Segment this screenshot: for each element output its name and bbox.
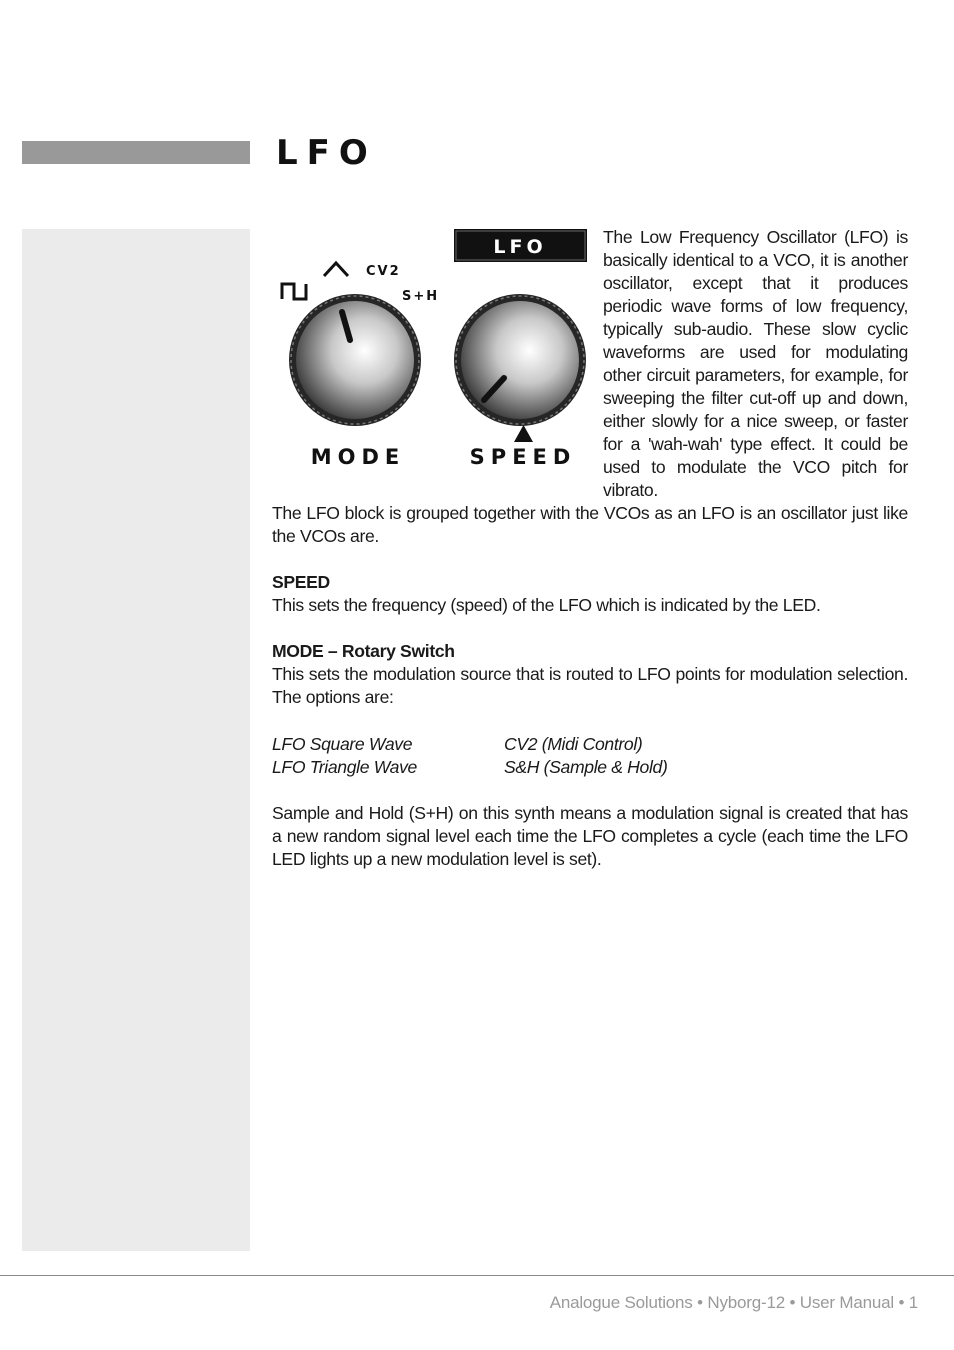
speed-heading: SPEED xyxy=(272,572,330,592)
page-footer: Analogue Solutions • Nyborg-12 • User Manual • 1 xyxy=(549,1293,918,1312)
mode-knob[interactable] xyxy=(289,294,421,426)
sh-label: S+H xyxy=(402,289,440,304)
speed-section xyxy=(272,571,908,617)
speed-text: This sets the frequency (speed) of the LFO which is indicated by the LED. xyxy=(272,595,821,615)
lfo-panel-figure xyxy=(274,226,592,476)
sample-hold-paragraph: Sample and Hold (S+H) on this synth means a modulation signal is created that has a new random signal level each time the LFO completes a cycle (each time the LFO LED lights up a new modulation level is set). xyxy=(272,803,908,869)
page-title: LFO xyxy=(276,133,377,173)
options-row xyxy=(272,756,908,779)
speed-knob[interactable] xyxy=(454,294,586,426)
mode-label: MODE xyxy=(310,445,406,469)
options-row xyxy=(272,733,908,756)
option-sh: S&H (Sample & Hold) xyxy=(504,757,668,777)
lfo-led-label xyxy=(454,229,587,262)
grouping-paragraph: The LFO block is grouped together with the VCOs as an LFO is an oscillator just like the VCOs are. xyxy=(272,503,908,546)
title-decor-bar xyxy=(22,141,250,164)
option-cv2: CV2 (Midi Control) xyxy=(504,734,643,754)
intro-paragraph: The Low Frequency Oscillator (LFO) is basically identical to a VCO, it is another oscillator, except that it produces periodic wave forms of low frequency, typically sub-audio. These slow cyclic waveforms are used for modulating other circuit parameters, for example, for sweeping the filter cut-off up and down, either slowly for a nice sweep, or faster for a 'wah-wah' type effect. It could be used to modulate the VCO pitch for vibrato. xyxy=(603,227,908,500)
option-triangle: LFO Triangle Wave xyxy=(272,757,417,777)
square-wave-icon xyxy=(282,284,306,299)
mode-options-list xyxy=(272,733,908,779)
option-square: LFO Square Wave xyxy=(272,734,413,754)
speed-label: SPEED xyxy=(469,445,577,469)
cv2-label: CV2 xyxy=(366,264,401,279)
lfo-led-text: LFO xyxy=(493,236,547,258)
triangle-wave-icon xyxy=(324,263,348,276)
mode-section xyxy=(272,640,908,709)
mode-text: This sets the modulation source that is routed to LFO points for modulation selection. The options are: xyxy=(272,664,908,707)
mode-heading: MODE – Rotary Switch xyxy=(272,641,455,661)
speed-marker-icon xyxy=(514,425,533,442)
footer-divider xyxy=(0,1275,954,1276)
sidebar-panel xyxy=(22,229,250,1251)
